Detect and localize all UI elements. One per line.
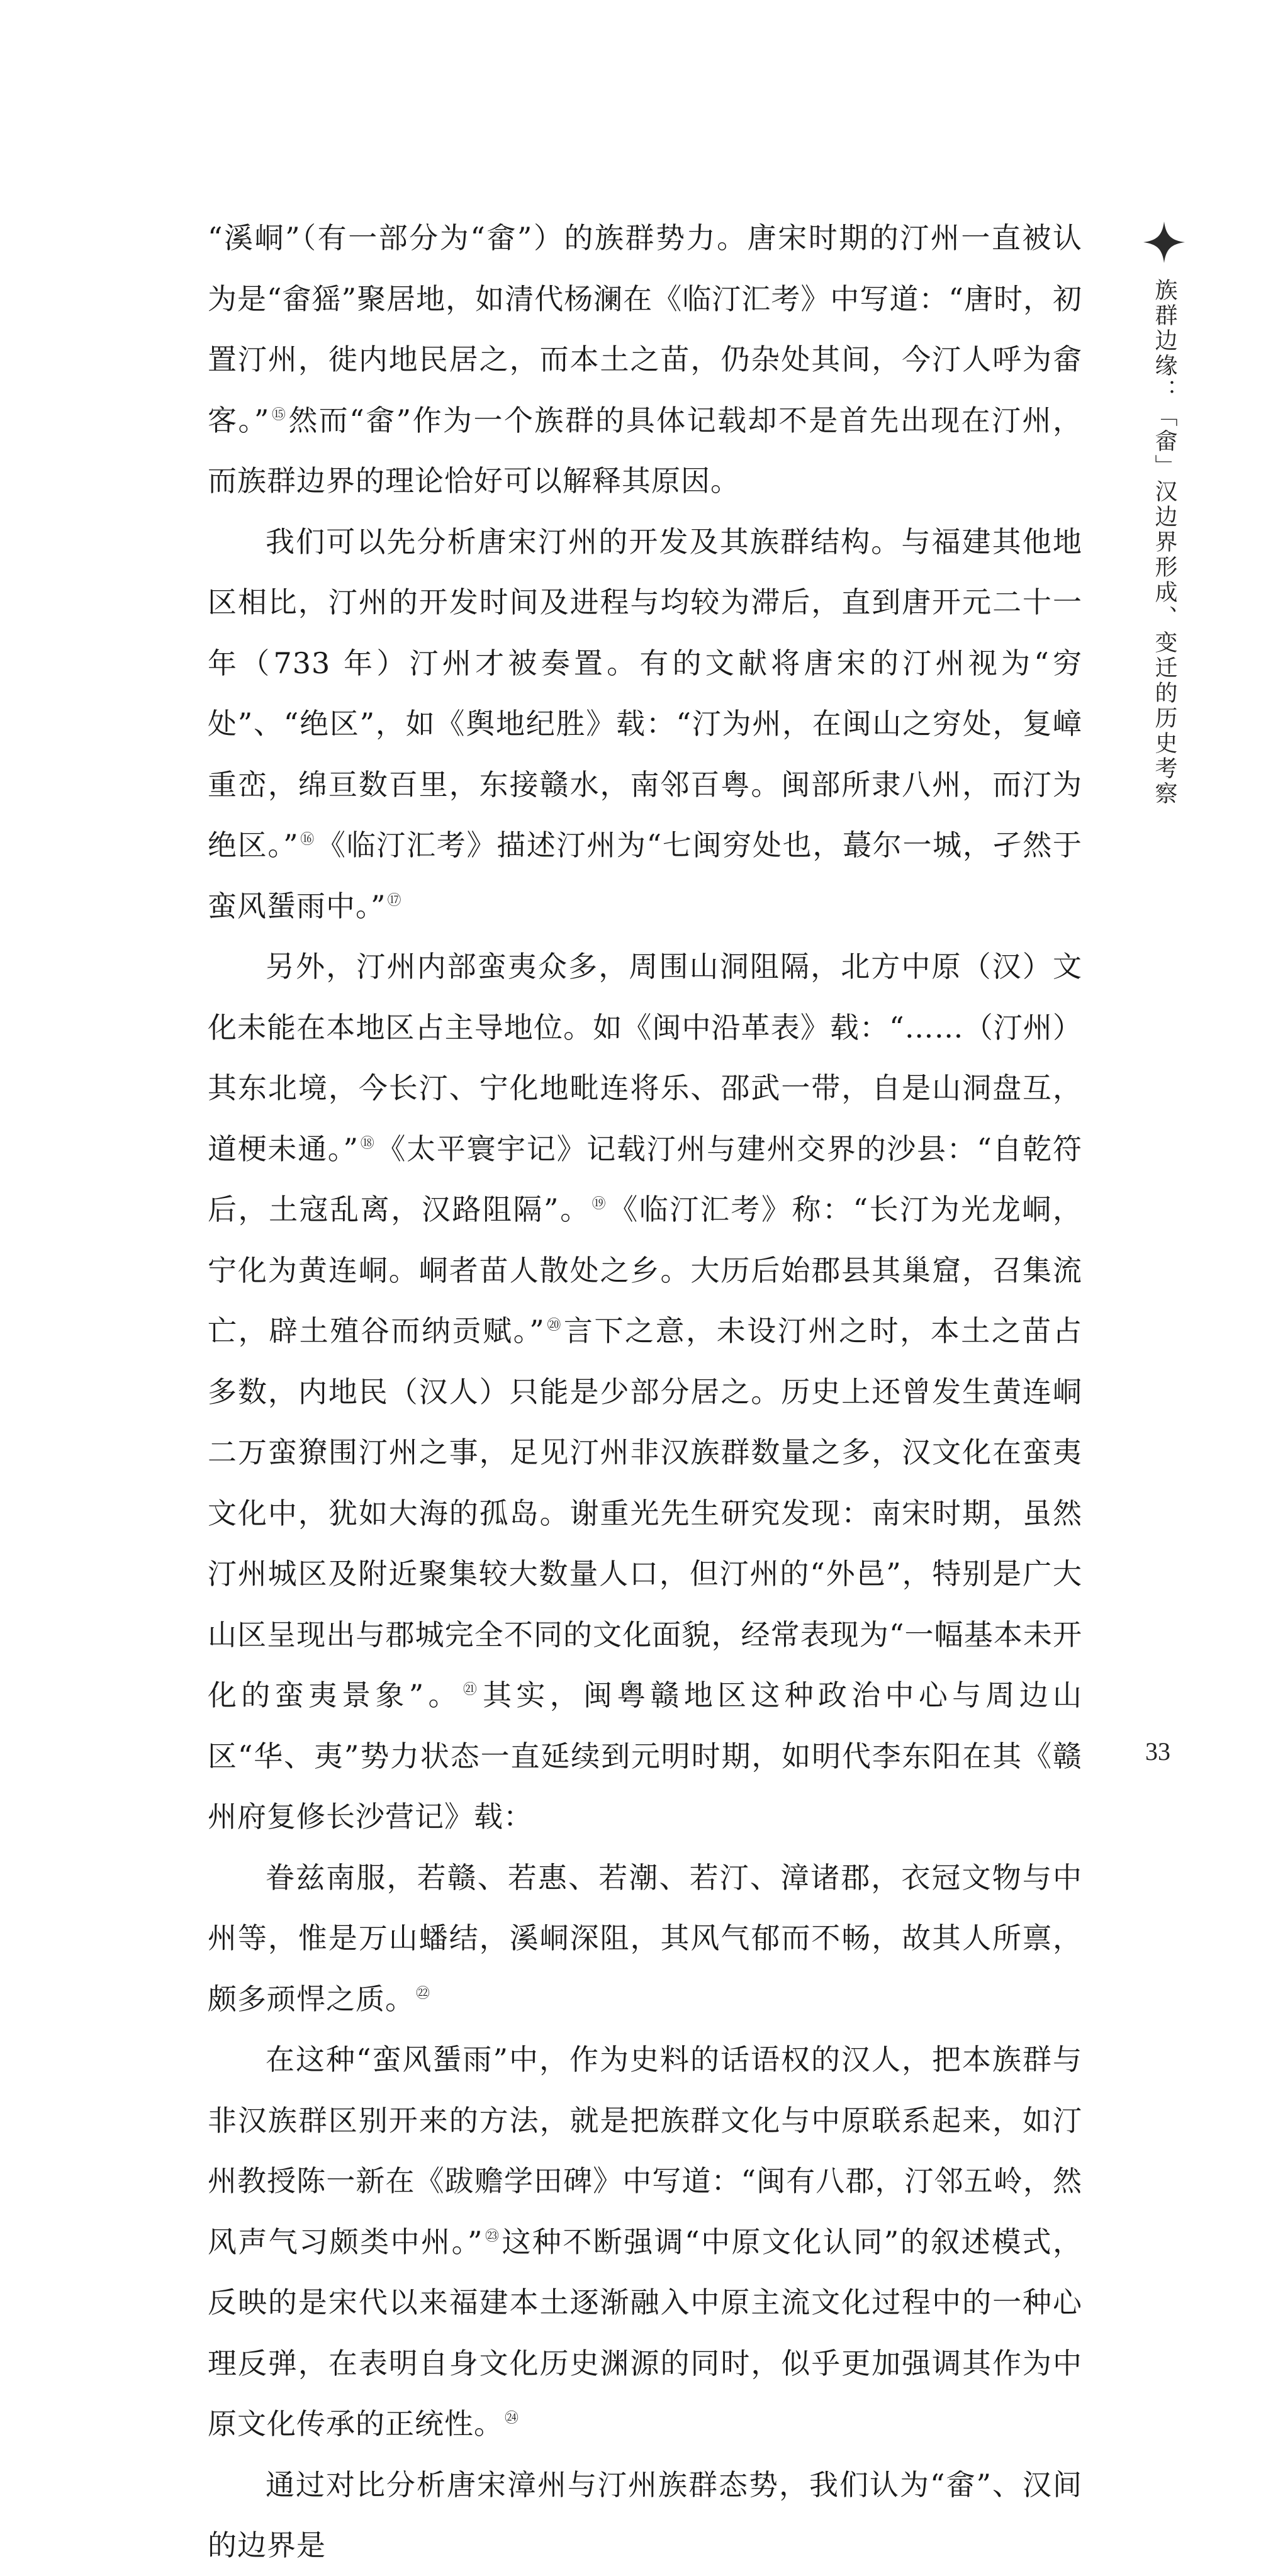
text-run: 言下之意，未设汀州之时，本土之苗占多数，内地民（汉人）只能是少部分居之。历史上还曾发生黄连峒二万蛮獠围汀州之事，足见汀州非汉族群数量之多，汉文化在蛮夷文化中，犹如大海的孤岛。谢重光先生研究发现：南宋时期，虽然汀州城区及附近聚集较大数量人口，但汀州的“外邑”，特别是广大山区呈现出与郡城完全不同的文化面貌，经常表现为“一幅基本未开化的蛮夷景象”。 — [208, 1314, 1082, 1712]
paragraph-p2 — [208, 512, 1082, 937]
text-run: 《临汀汇考》描述汀州为“七闽穷处也，蕞尔一城，孑然于蛮风蜑雨中。” — [208, 828, 1082, 923]
text-run: 眷兹南服，若赣、若惠、若潮、若汀、漳诸郡，衣冠文物与中州等，惟是万山蟠结，溪峒深阻，其风气郁而不畅，故其人所禀，颇多顽悍之质。 — [208, 1860, 1082, 2016]
text-run: 在这种“蛮风蜑雨”中，作为史料的话语权的汉人，把本族群与非汉族群区别开来的方法，就是把族群文化与中原联系起来，如汀州教授陈一新在《跋赡学田碑》中写道：“闽有八郡，汀邻五岭，然风声气习颇类中州。” — [208, 2042, 1082, 2259]
paragraph-p6 — [208, 2455, 1082, 2576]
paragraph-p1 — [208, 208, 1082, 512]
footnote-marker: ㉑ — [462, 1682, 482, 1698]
footnote-marker: ⑳ — [546, 1318, 563, 1333]
text-run: 《太平寰宇记》记载汀州与建州交界的沙县：“自乾符后，土寇乱离，汉路阻隔”。 — [208, 1131, 1082, 1226]
page-number: 33 — [1145, 1737, 1170, 1766]
footnote-marker: ⑯ — [300, 832, 316, 848]
text-run: 然而“畲”作为一个族群的具体记载却不是首先出现在汀州，而族群边界的理论恰好可以解释其原因。 — [208, 403, 1082, 498]
footnote-marker: ⑰ — [387, 892, 402, 909]
text-run: 通过对比分析唐宋漳州与汀州族群态势，我们认为“畲”、汉间的边界是 — [208, 2467, 1082, 2562]
footnote-marker: ⑱ — [360, 1135, 376, 1151]
running-title: 族群边缘：「畲」汉边界形成、变迁的历史考察 — [1152, 278, 1177, 807]
paragraph-p3 — [208, 936, 1082, 1847]
sidebar-running-title — [1142, 220, 1186, 807]
four-point-star-icon — [1142, 220, 1186, 264]
text-run: 这种不断强调“中原文化认同”的叙述模式，反映的是宋代以来福建本土逐渐融入中原主流文化过程中的一种心理反弹，在表明自身文化历史渊源的同时，似乎更加强调其作为中原文化传承的正统性。 — [208, 2224, 1082, 2441]
paragraph-p5 — [208, 2029, 1082, 2455]
footnote-marker: ㉓ — [484, 2228, 501, 2244]
text-run: “溪峒”（有一部分为“畲”）的族群势力。唐宋时期的汀州一直被认为是“畲猺”聚居地，如清代杨澜在《临汀汇考》中写道：“唐时，初置汀州，徙内地民居之，而本土之苗，仍杂处其间，今汀人呼为畲客。” — [208, 221, 1082, 437]
footnote-marker: ㉒ — [416, 1985, 431, 2002]
body-text — [208, 208, 1082, 2576]
footnote-marker: ⑮ — [271, 406, 288, 423]
footnote-marker: ㉔ — [505, 2411, 520, 2426]
paragraph-p4 — [208, 1847, 1082, 2030]
star-ornament-svg — [1142, 220, 1186, 264]
text-run: 我们可以先分析唐宋汀州的开发及其族群结构。与福建其他地区相比，汀州的开发时间及进程与均较为滞后，直到唐开元二十一年（733 年）汀州才被奏置。有的文献将唐宋的汀州视为“穷处”、“绝区”，如《舆地纪胜》载：“汀为州，在闽山之穷处，复嶂重峦，绵亘数百里，东接赣水，南邻百粤。闽部所隶八州，而汀为绝区。” — [208, 524, 1082, 862]
text-run: 另外，汀州内部蛮夷众多，周围山洞阻隔，北方中原（汉）文化未能在本地区占主导地位。如《闽中沿革表》载：“……（汀州）其东北境，今长汀、宁化地毗连将乐、邵武一带，自是山洞盘互，道梗未通。” — [208, 949, 1082, 1166]
text-run: 其实，闽粤赣地区这种政治中心与周边山区“华、夷”势力状态一直延续到元明时期，如明代李东阳在其《赣州府复修长沙营记》载： — [208, 1678, 1082, 1834]
text-run: 《临汀汇考》称：“长汀为光龙峒，宁化为黄连峒。峒者苗人散处之乡。大历后始郡县其巢窟，召集流亡，辟土殖谷而纳贡赋。” — [208, 1192, 1082, 1348]
footnote-marker: ⑲ — [591, 1196, 608, 1212]
